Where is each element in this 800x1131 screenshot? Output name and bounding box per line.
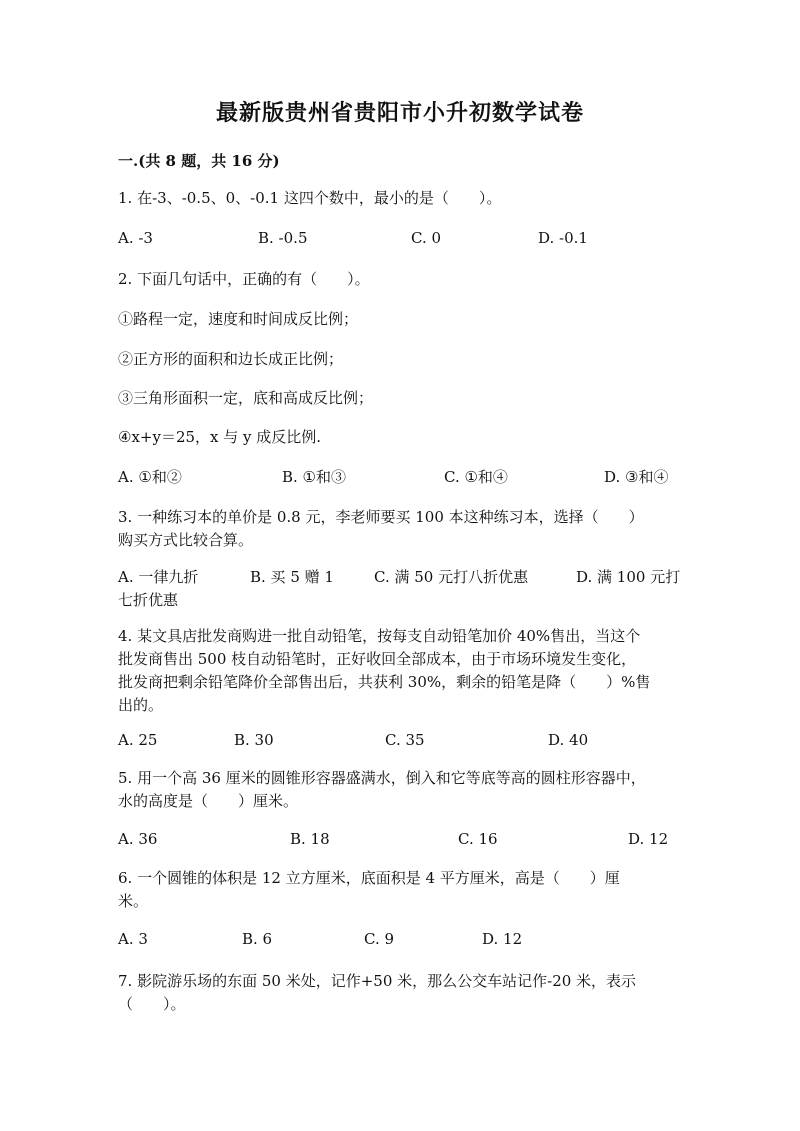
option-a: A. -3 xyxy=(118,229,153,247)
option-c: C. 满 50 元打八折优惠 xyxy=(374,568,529,586)
question-5-options xyxy=(118,827,678,851)
option-d: D. ③和④ xyxy=(604,468,669,486)
question-5-stem-line-2: 水的高度是（ ）厘米。 xyxy=(118,792,299,810)
option-d: D. 12 xyxy=(482,930,523,948)
question-4-stem-line-4: 出的。 xyxy=(118,696,164,714)
option-c: C. 35 xyxy=(385,731,425,749)
option-b: B. 18 xyxy=(290,830,330,848)
exam-title: 最新版贵州省贵阳市小升初数学试卷 xyxy=(215,100,584,126)
question-7-stem-line-2: （ ）。 xyxy=(118,995,186,1013)
option-a: A. 一律九折 xyxy=(118,568,199,586)
option-c: C. 16 xyxy=(458,830,498,848)
option-d: D. 40 xyxy=(548,731,589,749)
question-2-statement-4: ④x+y＝25，x 与 y 成反比例. xyxy=(118,428,322,446)
option-a: A. 3 xyxy=(118,930,148,948)
question-5-stem-line-1: 5. 用一个高 36 厘米的圆锥形容器盛满水，倒入和它等底等高的圆柱形容器中， xyxy=(118,769,646,787)
question-7-stem-line-1: 7. 影院游乐场的东面 50 米处，记作+50 米，那么公交车站记作-20 米，表示 xyxy=(118,972,637,990)
option-c: C. 9 xyxy=(364,930,395,948)
question-4-options xyxy=(118,728,678,752)
question-4-stem-line-1: 4. 某文具店批发商购进一批自动铅笔，按每支自动铅笔加价 40%售出，当这个 xyxy=(118,627,641,645)
question-2-statement-2: ②正方形的面积和边长成正比例； xyxy=(118,350,344,368)
question-4-stem-line-2: 批发商售出 500 枝自动铅笔时，正好收回全部成本，由于市场环境发生变化， xyxy=(118,650,637,668)
question-2-options xyxy=(118,465,678,489)
question-3-option-d-wrap: 七折优惠 xyxy=(118,591,179,609)
option-d: D. 满 100 元打 xyxy=(576,568,681,586)
option-b: B. ①和③ xyxy=(282,468,347,486)
question-6-options xyxy=(118,927,678,951)
option-a: A. 25 xyxy=(118,731,158,749)
option-c: C. ①和④ xyxy=(444,468,508,486)
section-heading: 一.(共 8 题，共 16 分) xyxy=(118,152,280,170)
question-6-stem-line-1: 6. 一个圆锥的体积是 12 立方厘米，底面积是 4 平方厘米，高是（ ）厘 xyxy=(118,869,620,887)
question-2-statement-1: ①路程一定，速度和时间成反比例； xyxy=(118,310,359,328)
question-3-stem-line-1: 3. 一种练习本的单价是 0.8 元，李老师要买 100 本这种练习本，选择（ ） xyxy=(118,508,644,526)
option-b: B. 6 xyxy=(242,930,273,948)
question-3-options xyxy=(118,565,681,589)
option-b: B. 30 xyxy=(234,731,274,749)
option-a: A. ①和② xyxy=(118,468,182,486)
option-d: D. 12 xyxy=(628,830,669,848)
option-b: B. 买 5 赠 1 xyxy=(250,568,334,586)
question-1-options xyxy=(118,226,678,250)
option-c: C. 0 xyxy=(411,229,442,247)
question-2-stem: 2. 下面几句话中，正确的有（ ）。 xyxy=(118,270,370,288)
question-2-statement-3: ③三角形面积一定，底和高成反比例； xyxy=(118,389,374,407)
option-a: A. 36 xyxy=(118,830,158,848)
question-6-stem-line-2: 米。 xyxy=(118,892,149,910)
option-d: D. -0.1 xyxy=(538,229,588,247)
question-1-stem: 1. 在-3、-0.5、0、-0.1 这四个数中，最小的是（ ）。 xyxy=(118,189,502,207)
option-b: B. -0.5 xyxy=(258,229,308,247)
question-4-stem-line-3: 批发商把剩余铅笔降价全部售出后，共获利 30%，剩余的铅笔是降（ ）%售 xyxy=(118,673,651,691)
question-3-stem-line-2: 购买方式比较合算。 xyxy=(118,531,254,549)
